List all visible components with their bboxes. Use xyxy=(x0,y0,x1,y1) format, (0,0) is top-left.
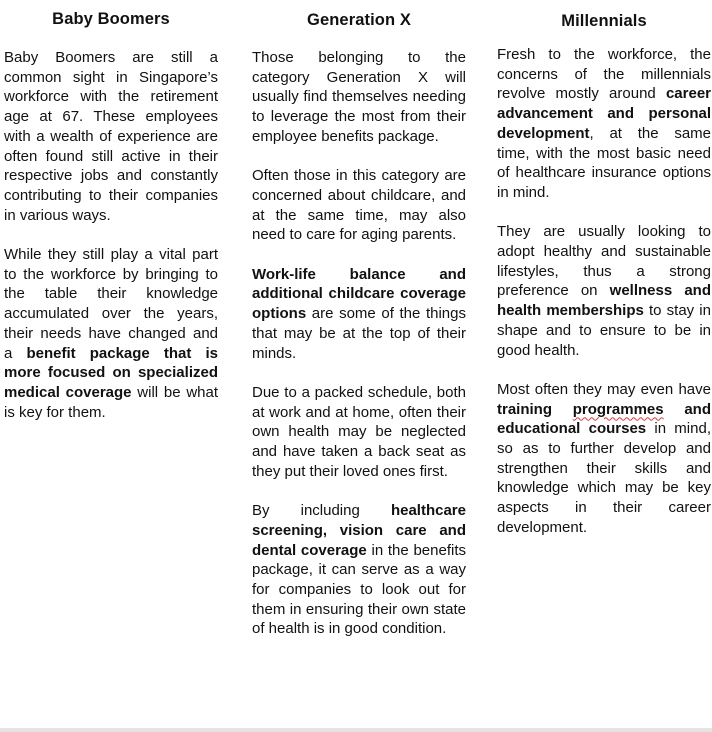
paragraph xyxy=(252,383,466,482)
paragraph-text: in mind, so as to further develop and strengthen their skills and knowledge which may be key aspects in their career development. xyxy=(497,420,711,536)
paragraph xyxy=(252,501,466,639)
emphasis-text: healthcare screening, vision care and dental coverage xyxy=(252,502,466,559)
paragraph-text: will be what is key for them. xyxy=(4,383,219,421)
paragraph xyxy=(497,222,711,360)
paragraph xyxy=(252,48,466,147)
emphasis-text: career advancement and personal development xyxy=(497,85,711,142)
column-generation-x xyxy=(252,0,466,639)
emphasis-text: benefit package that is more focused on specialized medical coverage xyxy=(4,344,218,401)
paragraph-text: While they still play a vital part to the workforce by bringing to the table their knowledge accumulated over the years, their needs have changed and a xyxy=(4,246,218,362)
column-heading: Generation X xyxy=(307,11,411,29)
paragraph-text: , at the same time, with the most basic need of healthcare insurance options in mind. xyxy=(497,124,711,201)
paragraph-text: to stay in shape and to ensure to be in good health. xyxy=(497,302,711,359)
column-baby-boomers xyxy=(4,0,218,422)
paragraph-text: By including xyxy=(252,502,391,520)
paragraph xyxy=(252,265,466,364)
paragraph xyxy=(497,45,711,203)
spellcheck-flagged-word: programmes xyxy=(572,400,664,418)
paragraph xyxy=(4,245,218,422)
paragraph xyxy=(252,166,466,245)
column-heading: Baby Boomers xyxy=(52,10,170,28)
emphasis-part: and educational courses xyxy=(497,400,711,438)
paragraph xyxy=(4,48,218,225)
paragraph-text: Most often they may even have xyxy=(497,380,711,398)
emphasis-part: training xyxy=(497,400,573,418)
paragraph-text: They are usually looking to adopt healthy and sustainable lifestyles, thus a strong preference on xyxy=(497,223,711,300)
paragraph-text: are some of the things that may be at the top of their minds. xyxy=(252,305,466,362)
bottom-divider xyxy=(0,728,712,732)
paragraph-text: Often those in this category are concerned about childcare, and at the same time, may also need to care for aging parents. xyxy=(252,167,466,244)
paragraph-text: Baby Boomers are still a common sight in Singapore’s workforce with the retirement age at 67. These employees with a wealth of experience are often found still active in their respective jobs and constantly contributing to their companies in various ways. xyxy=(4,49,218,224)
emphasis-text: Work-life balance and additional childcare coverage options xyxy=(252,265,466,323)
column-heading: Millennials xyxy=(561,12,647,30)
paragraph-text: Due to a packed schedule, both at work and at home, often their own health may be neglected and have taken a back seat as they put their loved ones first. xyxy=(252,383,466,480)
paragraph-text: in the benefits package, it can serve as a way for companies to look out for them in ensuring their own state of health is in good condition. xyxy=(252,541,466,638)
column-millennials xyxy=(497,0,711,538)
paragraph-text: Those belonging to the category Generation X will usually find themselves needing to leverage the most from their employee benefits package. xyxy=(252,49,466,145)
paragraph xyxy=(497,380,711,538)
emphasis-text: wellness and health memberships xyxy=(497,282,712,320)
paragraph-text: Fresh to the workforce, the concerns of the millennials revolve mostly around xyxy=(497,46,711,103)
